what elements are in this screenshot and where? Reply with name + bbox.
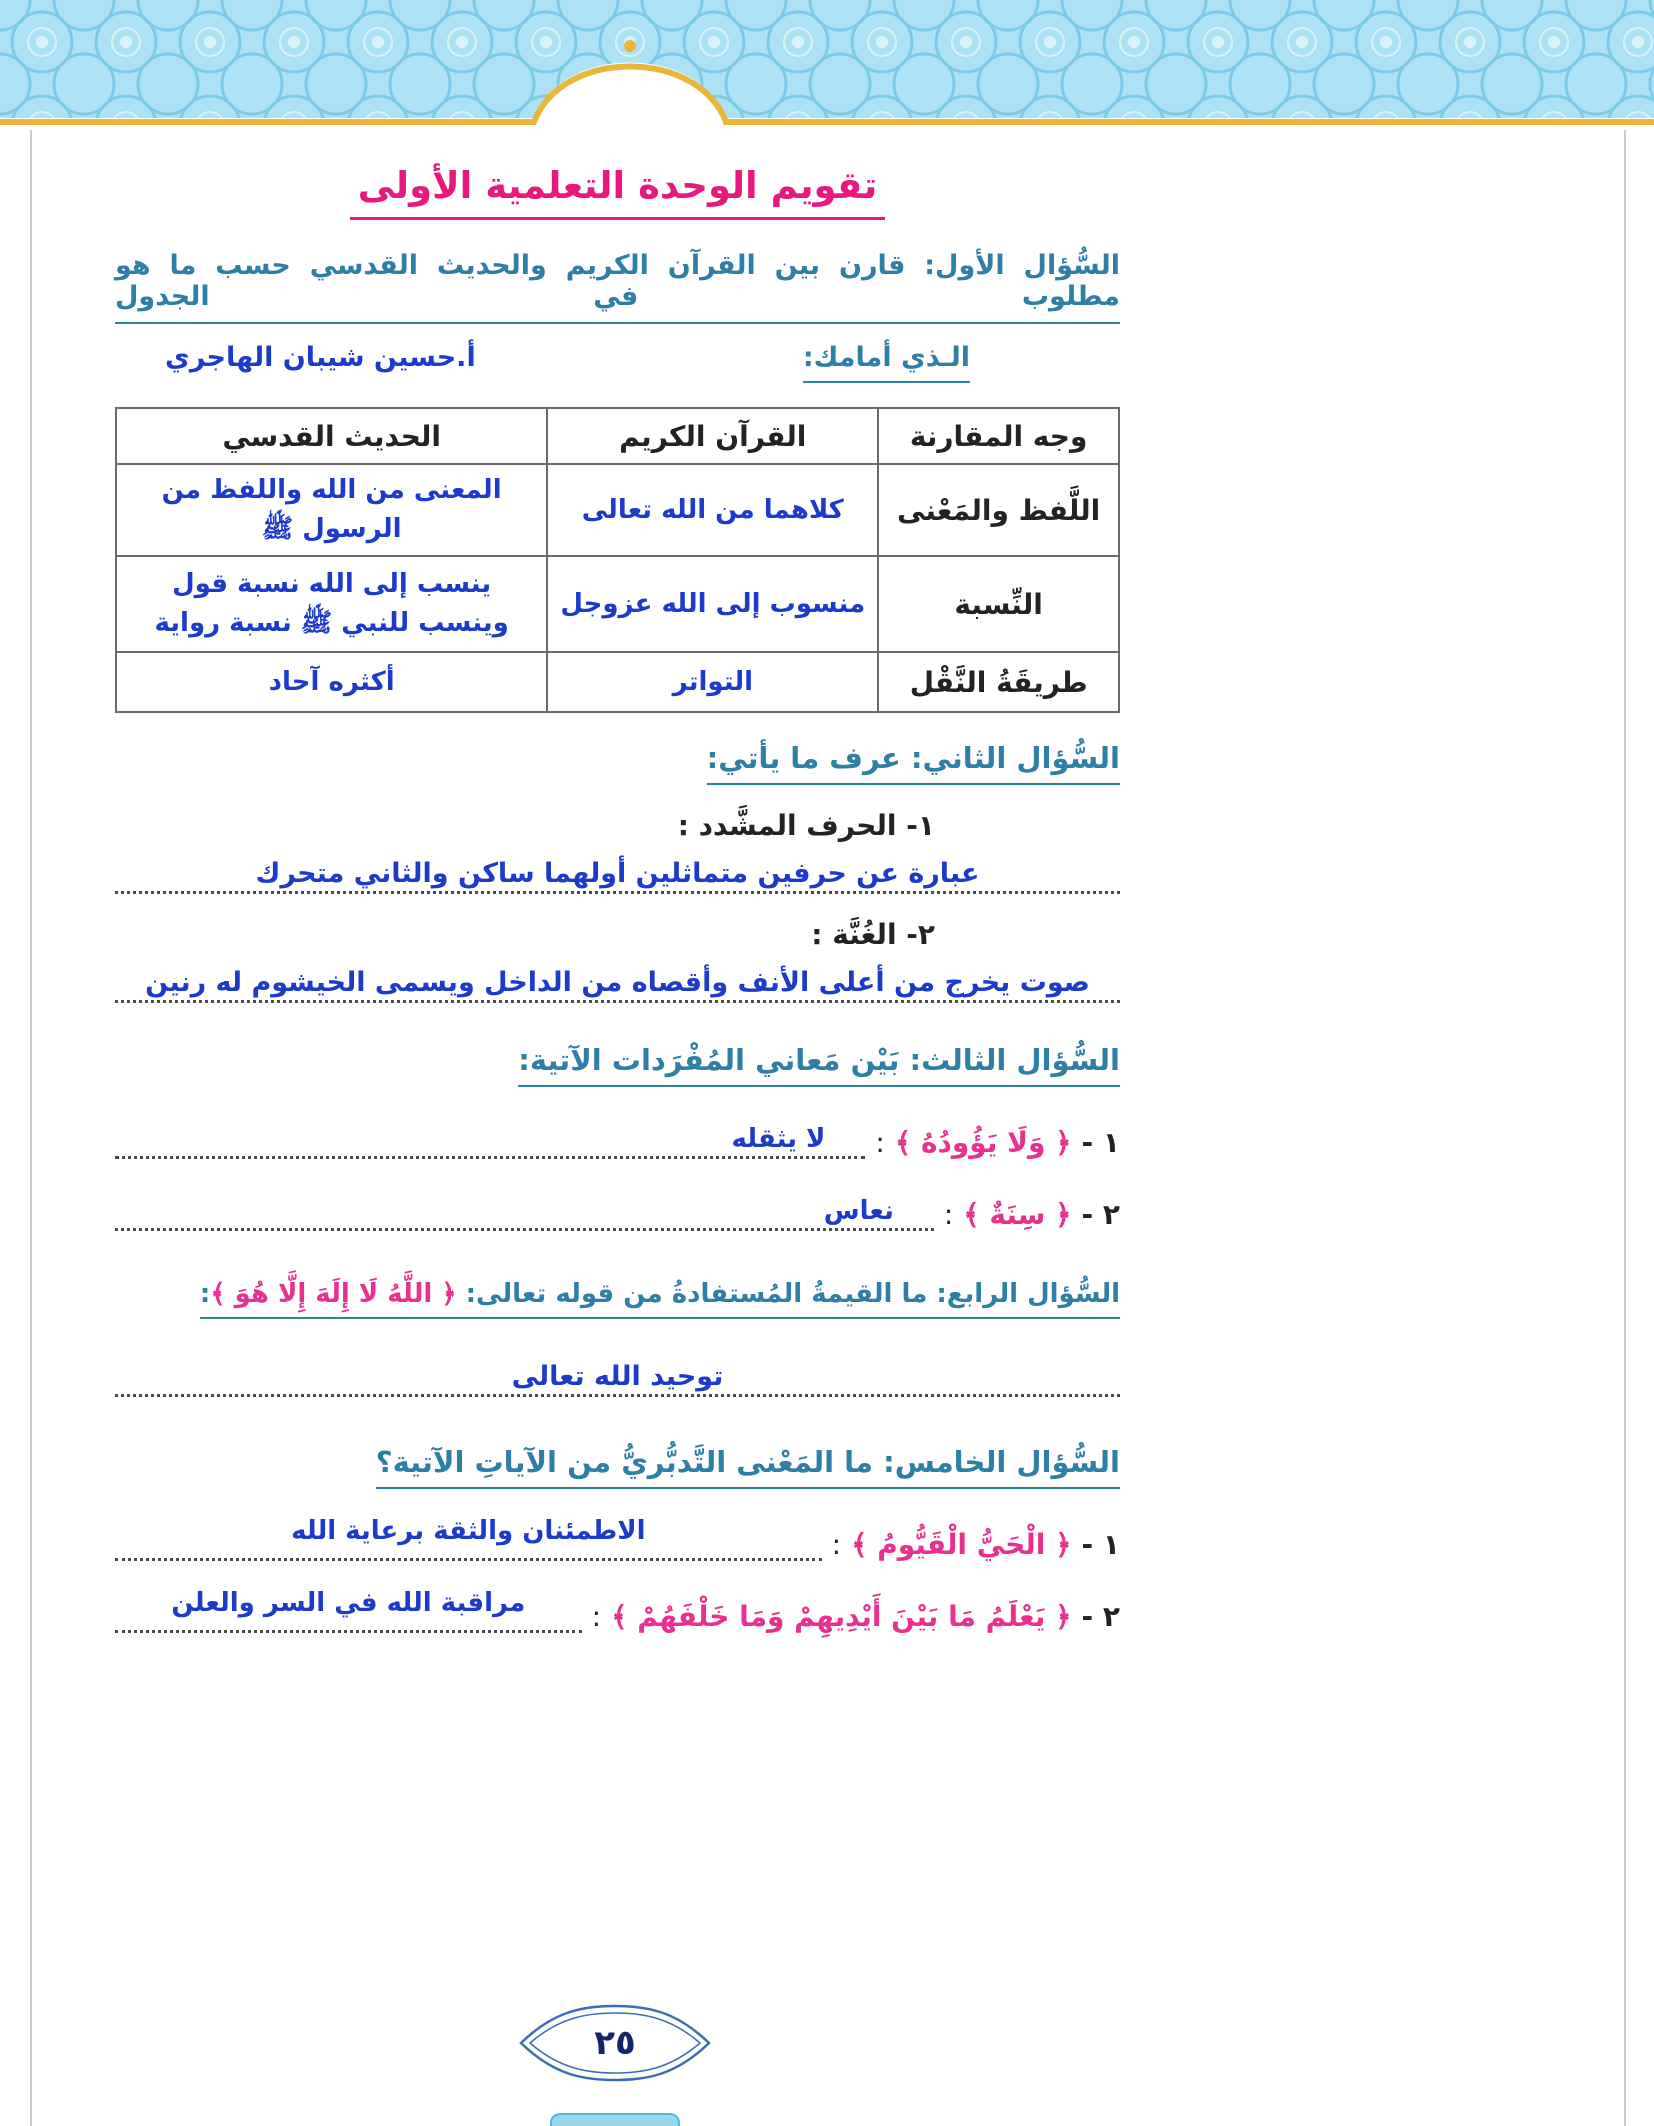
separator-colon: : xyxy=(943,1198,954,1231)
q3-item2-answer: نعاس xyxy=(823,1196,894,1226)
q3-item1 xyxy=(115,1117,1120,1159)
table-row xyxy=(116,464,1119,556)
q3-item1-answer: لا يثقله xyxy=(731,1124,826,1154)
question2-section xyxy=(115,741,1120,1003)
item-number: ٢ - xyxy=(1081,1600,1120,1633)
question1-heading-line2: الـذي أمامك: xyxy=(803,342,970,383)
comparison-table xyxy=(115,407,1120,713)
table-row xyxy=(116,652,1119,712)
dotted-answer-line xyxy=(115,846,1120,894)
aspect-cell: النِّسبة xyxy=(878,556,1119,652)
question2-heading: السُّؤال الثاني: عرف ما يأتي: xyxy=(707,741,1120,785)
header-qudsi-hadith: الحديث القدسي xyxy=(116,408,547,464)
header-quran: القرآن الكريم xyxy=(547,408,878,464)
table-header-row xyxy=(116,408,1119,464)
hadith-answer-cell: ينسب إلى الله نسبة قول وينسب للنبي ﷺ نسبة رواية xyxy=(116,556,547,652)
header-comparison-aspect: وجه المقارنة xyxy=(878,408,1119,464)
question3-section xyxy=(115,1043,1120,1231)
page-number-badge xyxy=(515,2000,715,2086)
page-title: تقويم الوحدة التعلمية الأولى xyxy=(350,164,886,220)
page-frame-left xyxy=(30,130,32,2126)
quran-verse: ﴿ الْحَيُّ الْقَيُّومُ ﴾ xyxy=(851,1528,1072,1561)
q5-item1 xyxy=(115,1516,1120,1561)
dotted-answer-line xyxy=(115,1349,1120,1397)
dotted-answer-line xyxy=(115,1189,934,1231)
q3-item2 xyxy=(115,1189,1120,1231)
page-content xyxy=(115,150,1120,1633)
dotted-answer-line xyxy=(115,955,1120,1003)
item-number: ١ - xyxy=(1081,1528,1120,1561)
question1-heading-line2-row xyxy=(115,342,1120,383)
quran-verse: ﴿ وَلَا يَؤُودُهُ ﴾ xyxy=(894,1126,1072,1159)
item-number: ٢ - xyxy=(1081,1198,1120,1231)
aspect-cell: طريقَةُ النَّقْل xyxy=(878,652,1119,712)
quran-answer-cell: منسوب إلى الله عزوجل xyxy=(547,556,878,652)
question3-heading: السُّؤال الثالث: بَيْن مَعاني المُفْرَدات الآتية: xyxy=(518,1043,1120,1087)
gold-finial-ornament xyxy=(624,40,636,52)
item-number: ١ - xyxy=(1081,1126,1120,1159)
q2-item2-label: ٢- الغُنَّة : xyxy=(811,918,935,951)
q4-answer: توحيد الله تعالى xyxy=(511,1361,724,1392)
hadith-answer-cell: أكثره آحاد xyxy=(116,652,547,712)
quran-answer-cell: كلاهما من الله تعالى xyxy=(547,464,878,556)
question5-section xyxy=(115,1445,1120,1633)
table-row xyxy=(116,556,1119,652)
q2-item1-label: ١- الحرف المشَّدد : xyxy=(677,809,935,842)
teacher-name: أ.حسين شيبان الهاجري xyxy=(165,342,476,373)
separator-colon: : xyxy=(875,1126,885,1159)
page-number: ٢٥ xyxy=(594,2023,636,2063)
q5-item2 xyxy=(115,1588,1120,1633)
dotted-answer-line xyxy=(115,1516,822,1561)
header-pattern-area xyxy=(0,0,1654,118)
q2-item2-answer: صوت يخرج من أعلى الأنف وأقصاه من الداخل ويسمى الخيشوم له رنين xyxy=(145,967,1090,998)
dotted-answer-line xyxy=(115,1588,582,1633)
separator-colon: : xyxy=(199,1279,211,1309)
question4-heading xyxy=(200,1279,1120,1319)
decorative-header-band xyxy=(0,0,1654,160)
question4-section xyxy=(115,1279,1120,1397)
separator-colon: : xyxy=(831,1528,842,1561)
quran-verse: ﴿ اللَّهُ لَا إِلَهَ إِلَّا هُوَ ﴾ xyxy=(210,1279,457,1309)
quran-answer-cell: التواتر xyxy=(547,652,878,712)
question4-heading-text: السُّؤال الرابع: ما القيمةُ المُستفادةُ من قوله تعالى: xyxy=(465,1279,1120,1309)
page-frame-right xyxy=(1624,130,1626,2126)
hadith-answer-cell: المعنى من الله واللفظ من الرسول ﷺ xyxy=(116,464,547,556)
q2-item1-answer: عبارة عن حرفين متماثلين أولهما ساكن والثاني متحرك xyxy=(255,858,980,889)
footer-ornament xyxy=(550,2113,680,2126)
dotted-answer-line xyxy=(115,1117,865,1159)
aspect-cell: اللَّفظ والمَعْنى xyxy=(878,464,1119,556)
quran-verse: ﴿ سِنَةٌ ﴾ xyxy=(963,1198,1072,1231)
q5-item2-answer: مراقبة الله في السر والعلن xyxy=(171,1588,526,1618)
question5-heading: السُّؤال الخامس: ما المَعْنى التَّدبُّريُّ من الآياتِ الآتية؟ xyxy=(376,1445,1120,1489)
question1-heading-line1: السُّؤال الأول: قارن بين القرآن الكريم والحديث القدسي حسب ما هو مطلوب في الجدول xyxy=(115,250,1120,324)
quran-verse: ﴿ يَعْلَمُ مَا بَيْنَ أَيْدِيهِمْ وَمَا خَلْفَهُمْ ﴾ xyxy=(611,1600,1072,1633)
q5-item1-answer: الاطمئنان والثقة برعاية الله xyxy=(291,1516,646,1546)
separator-colon: : xyxy=(591,1600,602,1633)
